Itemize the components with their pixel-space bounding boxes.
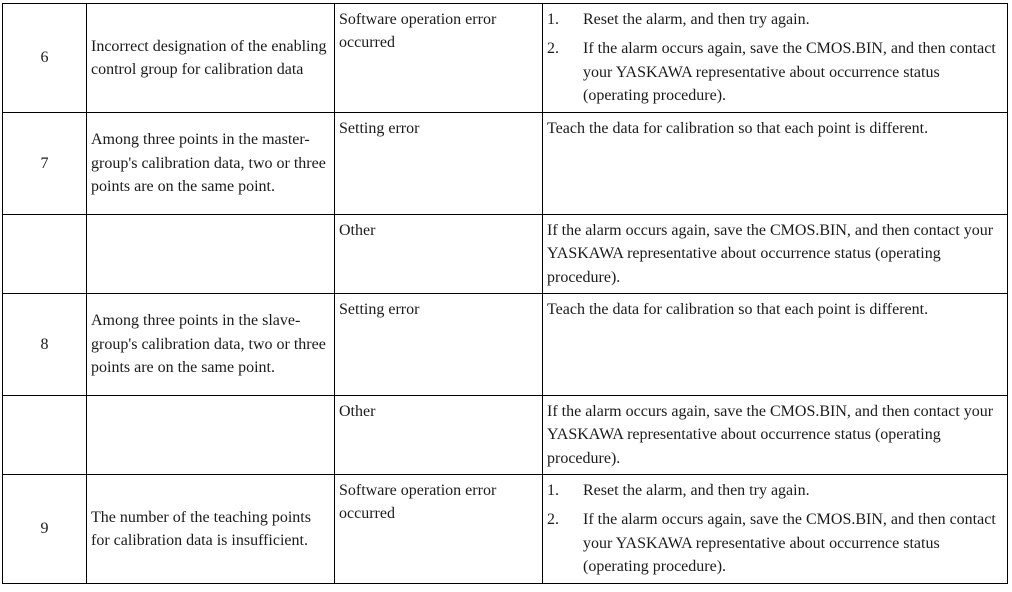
remedy-step: [547, 8, 1003, 31]
remedy-cell: If the alarm occurs again, save the CMOS.BIN, and then contact your YASKAWA representative about occurrence status (operating procedure).: [543, 396, 1008, 475]
table-row: [3, 396, 1008, 475]
sub-code-cell: [3, 215, 87, 294]
cause-cell: [87, 396, 335, 475]
table-row: [3, 475, 1008, 584]
remedy-cell: Teach the data for calibration so that each point is different.: [543, 294, 1008, 396]
remedy-steps: [547, 8, 1003, 108]
step-number: 2.: [547, 511, 559, 529]
remedy-cell: [543, 475, 1008, 584]
step-text: If the alarm occurs again, save the CMOS.BIN, and then contact your YASKAWA representative about occurrence status (operating procedure).: [583, 511, 996, 576]
error-type-cell: Setting error: [335, 294, 543, 396]
error-type-cell: Setting error: [335, 113, 543, 215]
remedy-cell: Teach the data for calibration so that each point is different.: [543, 113, 1008, 215]
cause-cell: [87, 215, 335, 294]
step-number: 1.: [547, 482, 559, 499]
table-row: [3, 294, 1008, 396]
table-row: [3, 113, 1008, 215]
remedy-steps: [547, 479, 1003, 579]
sub-code-cell: 7: [3, 113, 87, 215]
step-number: 2.: [547, 40, 559, 58]
remedy-step: [547, 37, 1003, 107]
cause-cell: Among three points in the master-group's calibration data, two or three points are on the same point.: [87, 113, 335, 215]
step-text: If the alarm occurs again, save the CMOS.BIN, and then contact your YASKAWA representative about occurrence status (operating procedure).: [583, 40, 996, 105]
cause-cell: The number of the teaching points for calibration data is insufficient.: [87, 475, 335, 584]
cause-cell: Among three points in the slave-group's calibration data, two or three points are on the same point.: [87, 294, 335, 396]
error-type-cell: Other: [335, 215, 543, 294]
remedy-cell: [543, 4, 1008, 113]
step-text: Reset the alarm, and then try again.: [583, 11, 810, 28]
alarm-table: [2, 3, 1008, 584]
step-text: Reset the alarm, and then try again.: [583, 482, 810, 499]
remedy-step: [547, 508, 1003, 578]
error-type-cell: Software operation error occurred: [335, 475, 543, 584]
table-row: [3, 4, 1008, 113]
step-number: 1.: [547, 11, 559, 28]
error-type-cell: Software operation error occurred: [335, 4, 543, 113]
error-type-cell: Other: [335, 396, 543, 475]
sub-code-cell: 8: [3, 294, 87, 396]
cause-cell: Incorrect designation of the enabling control group for calibration data: [87, 4, 335, 113]
remedy-cell: If the alarm occurs again, save the CMOS.BIN, and then contact your YASKAWA representative about occurrence status (operating procedure).: [543, 215, 1008, 294]
remedy-step: [547, 479, 1003, 502]
sub-code-cell: 6: [3, 4, 87, 113]
sub-code-cell: [3, 396, 87, 475]
sub-code-cell: 9: [3, 475, 87, 584]
table-row: [3, 215, 1008, 294]
